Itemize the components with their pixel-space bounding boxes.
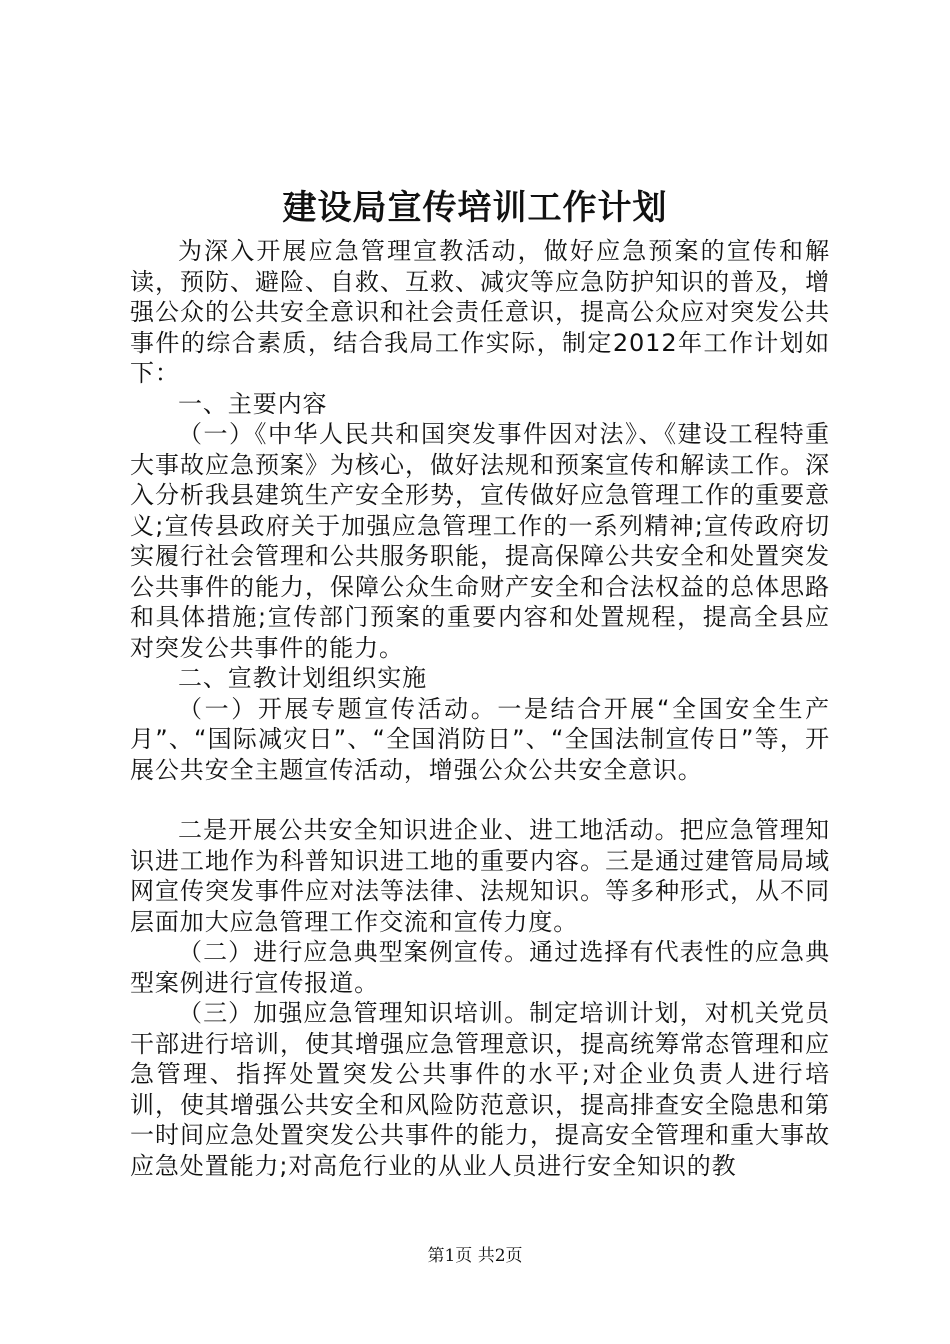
paragraph-implementation-1: （一）开展专题宣传活动。一是结合开展“全国安全生产月”、“国际减灾日”、“全国消防日”、“全国法制宣传日”等，开展公共安全主题宣传活动，增强公众公共安全意识。	[130, 694, 830, 784]
document-body	[130, 236, 830, 1181]
page-footer: 第1页 共2页	[427, 1246, 523, 1266]
paragraph-intro: 为深入开展应急管理宣教活动，做好应急预案的宣传和解读，预防、避险、自救、互救、减灾等应急防护知识的普及，增强公众的公共安全意识和社会责任意识，提高公众应对突发公共事件的综合素质，结合我局工作实际，制定2012年工作计划如下：	[130, 237, 830, 387]
section-heading-implementation: 二、宣教计划组织实施	[178, 664, 427, 692]
paragraph-implementation-1-cont: 二是开展公共安全知识进企业、进工地活动。把应急管理知识进工地作为科普知识进工地的重要内容。三是通过建管局局域网宣传突发事件应对法等法律、法规知识。等多种形式，从不同层面加大应急管理工作交流和宣传力度。	[130, 816, 830, 936]
paragraph-implementation-3: （三）加强应急管理知识培训。制定培训计划，对机关党员干部进行培训，使其增强应急管理意识，提高统筹常态管理和应急管理、指挥处置突发公共事件的水平;对企业负责人进行培训，使其增强公共安全和风险防范意识，提高排查安全隐患和第一时间应急处置突发公共事件的能力，提高安全管理和重大事故应急处置能力;对高危行业的从业人员进行安全知识的教	[130, 999, 830, 1180]
section-heading-main-content: 一、主要内容	[178, 389, 328, 418]
document-title: 建设局宣传培训工作计划	[282, 188, 668, 228]
paragraph-implementation-2: （二）进行应急典型案例宣传。通过选择有代表性的应急典型案例进行宣传报道。	[130, 938, 830, 997]
paragraph-main-content-1: （一）《中华人民共和国突发事件因对法》、《建设工程特重大事故应急预案》为核心，做好法规和预案宣传和解读工作。深入分析我县建筑生产安全形势，宣传做好应急管理工作的重要意义;宣传县政府关于加强应急管理工作的一系列精神;宣传政府切实履行社会管理和公共服务职能，提高保障公共安全和处置突发公共事件的能力，保障公众生命财产安全和合法权益的总体思路和具体措施;宣传部门预案的重要内容和处置规程，提高全县应对突发公共事件的能力。	[130, 420, 830, 662]
